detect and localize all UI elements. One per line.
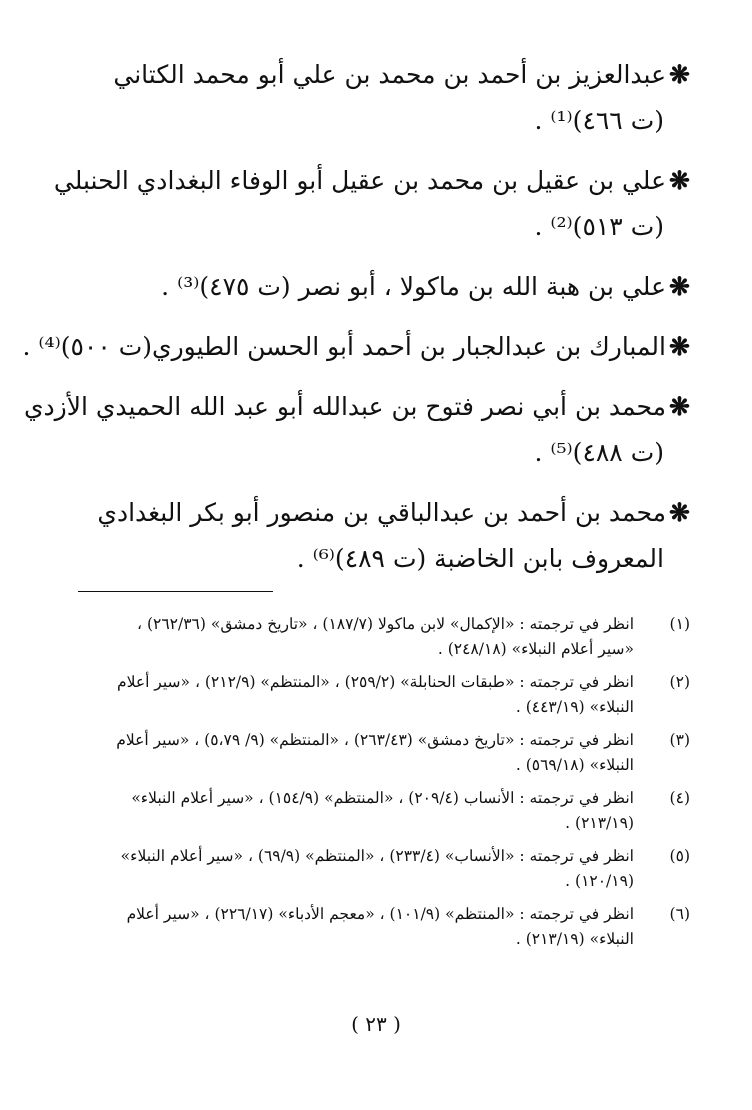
entry-line: ❋المبارك بن عبدالجبار بن أحمد أبو الحسن الطيوري(ت ٥٠٠)⁽⁴⁾ . [62,324,690,370]
entry-2 [53,158,690,250]
footnote-number: (٣) [669,731,690,749]
asterisk-icon: ❋ [669,498,690,527]
footnote-separator [78,591,273,592]
footnote-number: (١) [669,615,690,633]
footnote-2 [62,670,690,720]
footnote-line: انظر في ترجمته : «الإكمال» لابن ماكولا (١٨٧/٧) ، «تاريخ دمشق» (٢٦٢/٣٦) ، [137,615,634,633]
footnote-6 [62,902,690,952]
entry-1 [62,52,690,144]
entry-line: ❋عبدالعزيز بن أحمد بن محمد بن علي أبو محمد الكتاني [62,52,690,98]
footnote-line: النبلاء» (٤٤٣/١٩) . [515,698,634,716]
entry-line: (ت ٤٦٦)⁽¹⁾ . [534,106,664,135]
footnote-line: النبلاء» (٢١٣/١٩) . [515,930,634,948]
footnote-1 [62,612,690,662]
entry-line: ❋علي بن عقيل بن محمد بن عقيل أبو الوفاء البغدادي الحنبلي [62,158,690,204]
footnote-line: النبلاء» (٥٦٩/١٨) . [515,756,634,774]
entry-line: المعروف بابن الخاضبة (ت ٤٨٩)⁽⁶⁾ . [296,544,664,573]
footnote-number: (٥) [669,847,690,865]
asterisk-icon: ❋ [669,392,690,421]
page-number: ( ٢٣ ) [351,1012,401,1036]
footnote-body [62,670,634,720]
asterisk-icon: ❋ [669,332,690,361]
entry-line: (ت ٥١٣)⁽²⁾ . [534,212,664,241]
entry-line: ❋محمد بن أبي نصر فتوح بن عبدالله أبو عبد الله الحميدي الأزدي [62,384,690,430]
footnote-line: (٢١٣/١٩) . [565,814,634,832]
footnote-number: (٢) [669,673,690,691]
footnote-body [62,786,634,836]
entry-4 [22,324,690,370]
footnote-line: انظر في ترجمته : الأنساب (٢٠٩/٤) ، «المنتظم» (١٥٤/٩) ، «سير أعلام النبلاء» [131,789,634,807]
footnote-3 [62,728,690,778]
footnote-line: انظر في ترجمته : «تاريخ دمشق» (٢٦٣/٤٣) ، «المنتظم» (٩/ ٥،٧٩) ، «سير أعلام [116,731,634,749]
asterisk-icon: ❋ [669,60,690,89]
footnote-number: (٤) [669,789,690,807]
footnote-4 [62,786,690,836]
entry-3 [62,264,690,310]
footnote-line: (١٢٠/١٩) . [565,872,634,890]
footnote-line: انظر في ترجمته : «طبقات الحنابلة» (٢٥٩/٢) ، «المنتظم» (٢١٢/٩) ، «سير أعلام [116,673,634,691]
entry-line: ❋محمد بن أحمد بن عبدالباقي بن منصور أبو بكر البغدادي [62,490,690,536]
footnote-line: «سير أعلام النبلاء» (٢٤٨/١٨) . [437,640,634,658]
footnote-body [62,844,634,894]
main-text [22,52,690,596]
footnote-line: انظر في ترجمته : «الأنساب» (٢٣٣/٤) ، «المنتظم» (٦٩/٩) ، «سير أعلام النبلاء» [120,847,634,865]
footnote-body [62,612,634,662]
asterisk-icon: ❋ [669,272,690,301]
footnotes [62,612,690,960]
footnote-number: (٦) [669,905,690,923]
footnote-body [62,728,634,778]
entry-line: (ت ٤٨٨)⁽⁵⁾ . [534,438,664,467]
footnote-line: انظر في ترجمته : «المنتظم» (١٠١/٩) ، «معجم الأدباء» (٢٢٦/١٧) ، «سير أعلام [126,905,634,923]
entry-line: ❋علي بن هبة الله بن ماكولا ، أبو نصر (ت ٤٧٥)⁽³⁾ . [62,264,690,310]
entry-5 [23,384,690,476]
asterisk-icon: ❋ [669,166,690,195]
entry-6 [62,490,690,582]
footnote-5 [62,844,690,894]
footnote-body [62,902,634,952]
